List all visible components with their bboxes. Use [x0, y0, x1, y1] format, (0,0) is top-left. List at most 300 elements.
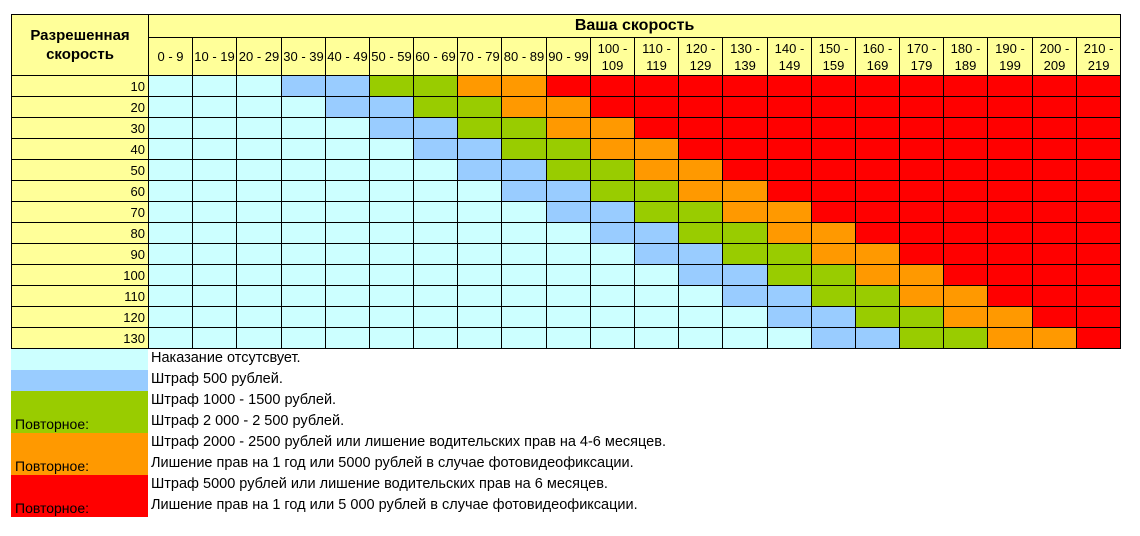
fine-cell — [237, 223, 282, 244]
legend-item — [11, 496, 1111, 517]
legend-text: Лишение прав на 1 год или 5000 рублей в случае фотовидеофиксации. — [151, 455, 634, 471]
fine-cell — [237, 118, 282, 139]
fine-cell — [1033, 307, 1077, 328]
speed-range-label: 160 - 169 — [856, 38, 900, 76]
fine-cell — [988, 97, 1033, 118]
speed-range-label: 40 - 49 — [326, 38, 370, 76]
fine-cell — [591, 265, 635, 286]
fine-cell — [547, 118, 591, 139]
fine-cell — [149, 181, 193, 202]
speed-fine-grid — [12, 76, 1121, 349]
table-row — [12, 181, 1121, 202]
legend-swatch — [11, 391, 148, 412]
fine-cell — [149, 286, 193, 307]
fine-cell — [679, 160, 723, 181]
table-row — [12, 307, 1121, 328]
legend-item — [11, 349, 1111, 370]
fine-cell — [547, 139, 591, 160]
fine-cell — [547, 76, 591, 97]
fine-cell — [193, 223, 237, 244]
table-row — [12, 223, 1121, 244]
fine-cell — [193, 286, 237, 307]
fine-cell — [1033, 181, 1077, 202]
fine-cell — [900, 265, 944, 286]
fine-cell — [414, 76, 458, 97]
fine-cell — [856, 118, 900, 139]
fine-cell — [237, 181, 282, 202]
fine-cell — [900, 139, 944, 160]
fine-cell — [635, 244, 679, 265]
legend-text: Наказание отсутсвует. — [151, 350, 301, 366]
fine-cell — [679, 139, 723, 160]
fine-cell — [944, 244, 988, 265]
fine-cell — [679, 244, 723, 265]
fine-cell — [812, 223, 856, 244]
fine-cell — [414, 265, 458, 286]
legend-swatch — [11, 412, 148, 433]
speed-range-row — [12, 38, 1121, 76]
fine-cell — [458, 97, 502, 118]
fine-cell — [414, 181, 458, 202]
fine-cell — [1077, 223, 1121, 244]
fine-cell — [1033, 76, 1077, 97]
fine-cell — [900, 76, 944, 97]
allowed-speed-label: 30 — [12, 118, 149, 139]
fine-cell — [591, 307, 635, 328]
allowed-speed-label: 90 — [12, 244, 149, 265]
fine-cell — [723, 286, 768, 307]
fine-cell — [458, 265, 502, 286]
fine-cell — [988, 76, 1033, 97]
fine-cell — [679, 223, 723, 244]
fine-cell — [723, 97, 768, 118]
fine-cell — [237, 265, 282, 286]
fine-cell — [856, 223, 900, 244]
fine-cell — [900, 118, 944, 139]
fine-cell — [988, 265, 1033, 286]
legend-item — [11, 433, 1111, 454]
fine-cell — [723, 160, 768, 181]
fine-cell — [414, 202, 458, 223]
fine-cell — [1077, 265, 1121, 286]
fine-cell — [1033, 286, 1077, 307]
fine-cell — [900, 160, 944, 181]
allowed-speed-label: 70 — [12, 202, 149, 223]
fine-cell — [856, 286, 900, 307]
speed-range-label: 60 - 69 — [414, 38, 458, 76]
fine-cell — [370, 202, 414, 223]
fine-cell — [1033, 139, 1077, 160]
fine-cell — [326, 328, 370, 349]
speed-range-label: 10 - 19 — [193, 38, 237, 76]
legend-swatch — [11, 370, 148, 391]
fine-cell — [547, 202, 591, 223]
fine-cell — [370, 160, 414, 181]
speed-range-label: 50 - 59 — [370, 38, 414, 76]
repeat-offense-label: Повторное: — [15, 500, 89, 516]
fine-cell — [370, 118, 414, 139]
legend-text: Штраф 5000 рублей или лишение водительских прав на 6 месяцев. — [151, 476, 608, 492]
fine-cell — [1077, 202, 1121, 223]
fine-cell — [900, 286, 944, 307]
fine-cell — [370, 286, 414, 307]
fine-cell — [502, 181, 547, 202]
fine-cell — [502, 118, 547, 139]
allowed-speed-label: 50 — [12, 160, 149, 181]
fine-cell — [812, 118, 856, 139]
fine-cell — [944, 76, 988, 97]
fine-cell — [768, 244, 812, 265]
fine-cell — [326, 202, 370, 223]
fine-cell — [591, 76, 635, 97]
fine-cell — [237, 202, 282, 223]
legend-item — [11, 454, 1111, 475]
allowed-speed-label: 40 — [12, 139, 149, 160]
fine-cell — [723, 244, 768, 265]
speed-range-label: 80 - 89 — [502, 38, 547, 76]
fine-cell — [237, 286, 282, 307]
fine-cell — [193, 139, 237, 160]
fine-cell — [282, 244, 326, 265]
fine-cell — [635, 223, 679, 244]
fine-cell — [1077, 328, 1121, 349]
fine-cell — [193, 181, 237, 202]
fine-cell — [326, 265, 370, 286]
fine-cell — [149, 160, 193, 181]
fine-cell — [723, 307, 768, 328]
fine-cell — [1077, 118, 1121, 139]
fine-cell — [988, 244, 1033, 265]
fine-cell — [502, 286, 547, 307]
fine-cell — [812, 181, 856, 202]
fine-cell — [679, 118, 723, 139]
fine-cell — [768, 223, 812, 244]
fine-cell — [723, 265, 768, 286]
fine-cell — [635, 160, 679, 181]
fine-cell — [502, 265, 547, 286]
fine-cell — [282, 265, 326, 286]
table-row — [12, 265, 1121, 286]
fine-cell — [502, 328, 547, 349]
allowed-speed-label: 80 — [12, 223, 149, 244]
speed-range-label: 190 - 199 — [988, 38, 1033, 76]
fine-cell — [370, 265, 414, 286]
legend-swatch — [11, 349, 148, 370]
fine-cell — [591, 202, 635, 223]
fine-cell — [900, 244, 944, 265]
fine-cell — [237, 139, 282, 160]
fine-cell — [282, 97, 326, 118]
fine-cell — [988, 118, 1033, 139]
fine-cell — [679, 97, 723, 118]
fine-cell — [458, 307, 502, 328]
allowed-speed-label: 10 — [12, 76, 149, 97]
fine-cell — [812, 265, 856, 286]
fine-cell — [326, 76, 370, 97]
fine-cell — [723, 139, 768, 160]
fine-cell — [282, 160, 326, 181]
fine-cell — [282, 328, 326, 349]
speed-range-label: 200 - 209 — [1033, 38, 1077, 76]
fine-cell — [768, 181, 812, 202]
fine-cell — [149, 76, 193, 97]
fine-cell — [370, 181, 414, 202]
fine-cell — [149, 118, 193, 139]
table-row — [12, 76, 1121, 97]
fine-cell — [1033, 265, 1077, 286]
legend-swatch — [11, 475, 148, 496]
fine-cell — [326, 181, 370, 202]
fine-cell — [237, 307, 282, 328]
legend-text: Штраф 2 000 - 2 500 рублей. — [151, 413, 345, 429]
allowed-speed-label: 110 — [12, 286, 149, 307]
fine-cell — [502, 307, 547, 328]
fine-cell — [635, 307, 679, 328]
fine-cell — [282, 139, 326, 160]
fine-cell — [856, 76, 900, 97]
speed-range-label: 70 - 79 — [458, 38, 502, 76]
fine-cell — [856, 202, 900, 223]
fine-cell — [1077, 97, 1121, 118]
fine-cell — [326, 97, 370, 118]
fine-cell — [193, 118, 237, 139]
fine-cell — [856, 265, 900, 286]
speed-fine-table — [11, 14, 1121, 349]
repeat-offense-label: Повторное: — [15, 458, 89, 474]
fine-cell — [149, 307, 193, 328]
fine-cell — [414, 139, 458, 160]
fine-cell — [988, 181, 1033, 202]
fine-cell — [635, 118, 679, 139]
fine-cell — [635, 202, 679, 223]
fine-cell — [768, 160, 812, 181]
speed-range-label: 170 - 179 — [900, 38, 944, 76]
fine-cell — [458, 244, 502, 265]
fine-cell — [547, 328, 591, 349]
fine-cell — [723, 181, 768, 202]
fine-cell — [502, 139, 547, 160]
table-row — [12, 202, 1121, 223]
table-row — [12, 160, 1121, 181]
fine-cell — [547, 307, 591, 328]
fine-cell — [547, 244, 591, 265]
fine-cell — [414, 307, 458, 328]
fine-cell — [282, 76, 326, 97]
your-speed-header: Ваша скорость — [149, 15, 1121, 38]
fine-cell — [768, 328, 812, 349]
fine-cell — [458, 223, 502, 244]
fine-cell — [635, 139, 679, 160]
fine-cell — [944, 118, 988, 139]
fine-cell — [856, 328, 900, 349]
fine-cell — [547, 286, 591, 307]
fine-cell — [149, 97, 193, 118]
fine-cell — [237, 76, 282, 97]
fine-cell — [149, 265, 193, 286]
fine-cell — [458, 181, 502, 202]
fine-cell — [591, 97, 635, 118]
fine-cell — [768, 118, 812, 139]
fine-cell — [458, 202, 502, 223]
fine-cell — [944, 223, 988, 244]
fine-cell — [326, 118, 370, 139]
fine-cell — [944, 307, 988, 328]
fine-cell — [414, 118, 458, 139]
fine-cell — [1033, 244, 1077, 265]
fine-cell — [237, 160, 282, 181]
fine-cell — [193, 202, 237, 223]
fine-cell — [282, 202, 326, 223]
fine-cell — [591, 118, 635, 139]
fine-cell — [414, 244, 458, 265]
fine-cell — [1077, 76, 1121, 97]
fine-cell — [149, 244, 193, 265]
fine-cell — [591, 160, 635, 181]
fine-cell — [370, 307, 414, 328]
fine-cell — [679, 265, 723, 286]
fine-cell — [856, 307, 900, 328]
fine-cell — [458, 118, 502, 139]
fine-cell — [900, 181, 944, 202]
fine-cell — [193, 328, 237, 349]
fine-cell — [768, 97, 812, 118]
table-row — [12, 328, 1121, 349]
fine-cell — [944, 286, 988, 307]
speed-range-label: 0 - 9 — [149, 38, 193, 76]
legend-text: Штраф 500 рублей. — [151, 371, 283, 387]
fine-cell — [414, 160, 458, 181]
fine-cell — [149, 139, 193, 160]
fine-cell — [149, 223, 193, 244]
fine-cell — [723, 118, 768, 139]
allowed-speed-label: 120 — [12, 307, 149, 328]
fine-cell — [326, 160, 370, 181]
fine-cell — [900, 328, 944, 349]
fine-cell — [768, 139, 812, 160]
fine-cell — [1077, 244, 1121, 265]
fine-cell — [679, 286, 723, 307]
legend-swatch — [11, 496, 148, 517]
allowed-speed-label: 100 — [12, 265, 149, 286]
fine-cell — [635, 76, 679, 97]
fine-cell — [944, 160, 988, 181]
fine-cell — [812, 244, 856, 265]
fine-cell — [370, 328, 414, 349]
fine-cell — [282, 223, 326, 244]
fine-cell — [723, 328, 768, 349]
legend-item — [11, 475, 1111, 496]
fine-cell — [988, 307, 1033, 328]
fine-cell — [679, 76, 723, 97]
fine-cell — [988, 286, 1033, 307]
fine-cell — [547, 97, 591, 118]
fine-cell — [370, 244, 414, 265]
fine-cell — [591, 181, 635, 202]
fine-cell — [635, 286, 679, 307]
fine-cell — [1033, 118, 1077, 139]
fine-cell — [812, 328, 856, 349]
fine-cell — [237, 97, 282, 118]
fine-cell — [1077, 307, 1121, 328]
fine-cell — [635, 97, 679, 118]
fine-cell — [768, 265, 812, 286]
table-row — [12, 139, 1121, 160]
table-row — [12, 244, 1121, 265]
fine-cell — [1077, 139, 1121, 160]
speed-range-label: 30 - 39 — [282, 38, 326, 76]
allowed-speed-header: Разрешенная скорость — [12, 15, 149, 76]
fine-cell — [1077, 181, 1121, 202]
fine-cell — [812, 286, 856, 307]
fine-cell — [900, 202, 944, 223]
fine-cell — [856, 160, 900, 181]
fine-cell — [988, 202, 1033, 223]
fine-cell — [458, 160, 502, 181]
fine-cell — [326, 223, 370, 244]
fine-cell — [502, 202, 547, 223]
fine-cell — [812, 139, 856, 160]
fine-cell — [723, 202, 768, 223]
legend-item — [11, 391, 1111, 412]
fine-cell — [326, 139, 370, 160]
fine-cell — [458, 76, 502, 97]
fine-cell — [591, 223, 635, 244]
fine-cell — [591, 328, 635, 349]
fine-cell — [326, 286, 370, 307]
fine-cell — [944, 265, 988, 286]
repeat-offense-label: Повторное: — [15, 416, 89, 432]
fine-cell — [988, 160, 1033, 181]
fine-cell — [458, 139, 502, 160]
fine-cell — [812, 97, 856, 118]
fine-cell — [193, 307, 237, 328]
speed-range-label: 90 - 99 — [547, 38, 591, 76]
fine-cell — [414, 286, 458, 307]
fine-cell — [502, 76, 547, 97]
fine-cell — [812, 76, 856, 97]
fine-cell — [591, 139, 635, 160]
speed-range-label: 210 - 219 — [1077, 38, 1121, 76]
fine-cell — [149, 328, 193, 349]
fine-cell — [237, 244, 282, 265]
fine-cell — [988, 328, 1033, 349]
allowed-speed-label: 20 — [12, 97, 149, 118]
fine-cell — [635, 328, 679, 349]
fine-cell — [1033, 97, 1077, 118]
fine-cell — [768, 202, 812, 223]
fine-cell — [768, 307, 812, 328]
fine-cell — [370, 223, 414, 244]
fine-cell — [1033, 328, 1077, 349]
fine-cell — [237, 328, 282, 349]
fine-cell — [547, 160, 591, 181]
fine-cell — [193, 76, 237, 97]
fine-cell — [414, 97, 458, 118]
fine-cell — [326, 244, 370, 265]
fine-cell — [591, 286, 635, 307]
fine-cell — [502, 97, 547, 118]
fine-cell — [988, 223, 1033, 244]
fine-cell — [193, 244, 237, 265]
fine-cell — [723, 223, 768, 244]
legend-item — [11, 370, 1111, 391]
fine-cell — [944, 202, 988, 223]
fine-cell — [1033, 223, 1077, 244]
speed-range-label: 150 - 159 — [812, 38, 856, 76]
speed-range-label: 20 - 29 — [237, 38, 282, 76]
speed-range-label: 180 - 189 — [944, 38, 988, 76]
fine-cell — [768, 76, 812, 97]
